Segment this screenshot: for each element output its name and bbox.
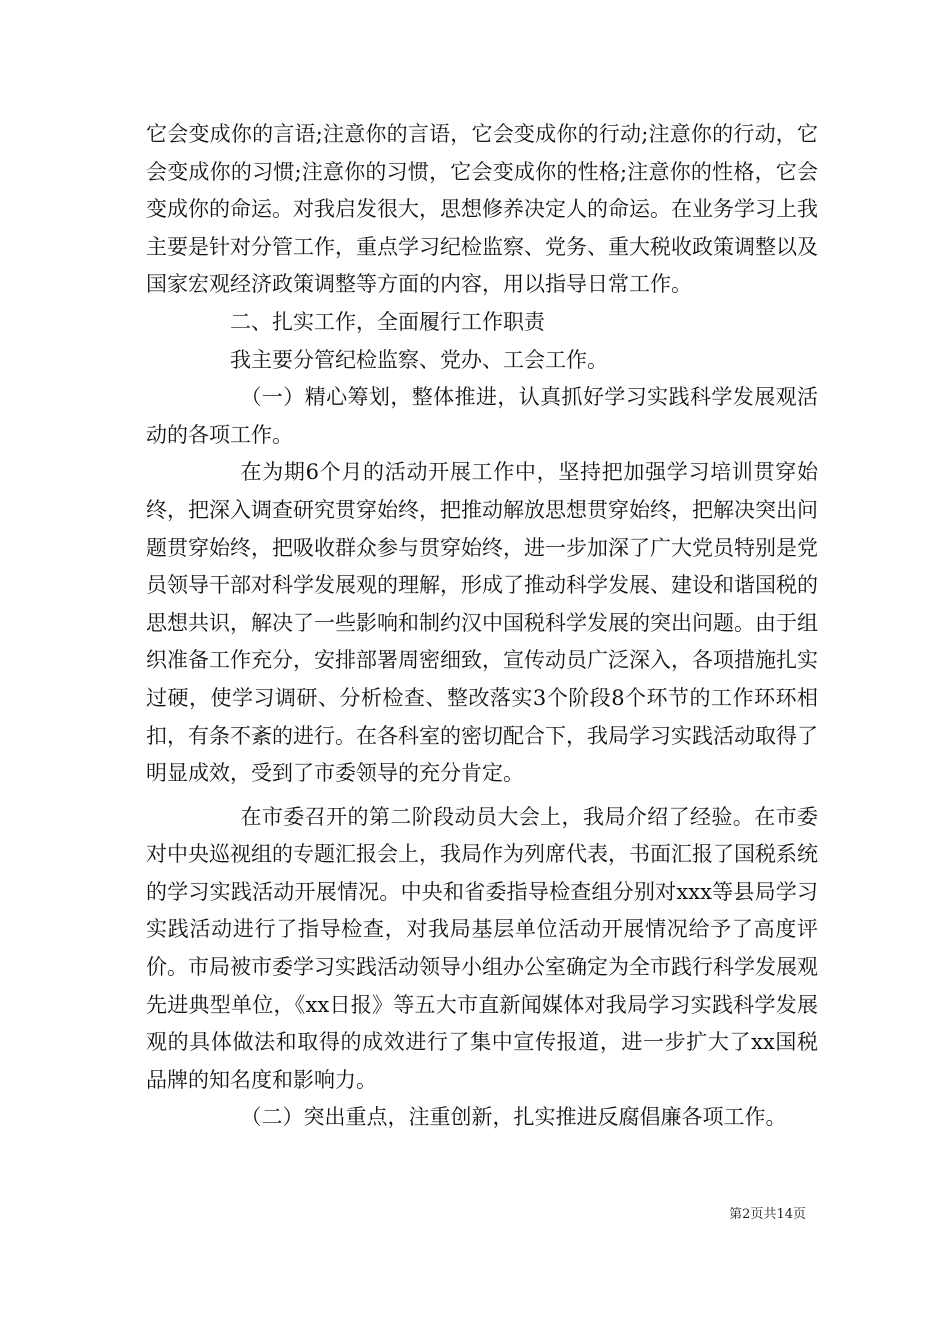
subsection-heading-2: （二）突出重点，注重创新，扎实推进反腐倡廉各项工作。 xyxy=(240,1105,787,1130)
section-heading: 二、扎实工作，全面履行工作职责 xyxy=(230,309,545,334)
paragraph-responsibilities: 我主要分管纪检监察、党办、工会工作。 xyxy=(230,347,608,372)
document-body xyxy=(146,116,818,1137)
page-number-footer: 第2页共14页 xyxy=(729,1207,806,1222)
paragraph-activity: 在为期6个月的活动开展工作中，坚持把加强学习培训贯穿始终，把深入调查研究贯穿始终，把推动解放思想贯穿始终，把解决突出问题贯穿始终，把吸收群众参与贯穿始终，进一步加深了广大党员特别是党员领导干部对科学发展观的理解，形成了推动科学发展、建设和谐国税的思想共识，解决了一些影响和制约汉中国税科学发展的突出问题。由于组织准备工作充分，安排部署周密细致，宣传动员广泛深入，各项措施扎实过硬，使学习调研、分析检查、整改落实3个阶段8个环节的工作环环相扣，有条不紊的进行。在各科室的密切配合下，我局学习实践活动取得了明显成效，受到了市委领导的充分肯定。 xyxy=(146,460,818,786)
subsection-heading-1: （一）精心筹划，整体推进，认真抓好学习实践科学发展观活动的各项工作。 xyxy=(146,385,818,447)
paragraph-continuation: 它会变成你的言语;注意你的言语，它会变成你的行动;注意你的行动，它会变成你的习惯;注意你的习惯，它会变成你的性格;注意你的性格，它会变成你的命运。对我启发很大，思想修养决定人的命运。在业务学习上我主要是针对分管工作，重点学习纪检监察、党务、重大税收政策调整以及国家宏观经济政策调整等方面的内容，用以指导日常工作。 xyxy=(146,122,818,297)
paragraph-results: 在市委召开的第二阶段动员大会上，我局介绍了经验。在市委对中央巡视组的专题汇报会上，我局作为列席代表，书面汇报了国税系统的学习实践活动开展情况。中央和省委指导检查组分别对xxx等县局学习实践活动进行了指导检查，对我局基层单位活动开展情况给予了高度评价。市局被市委学习实践活动领导小组办公室确定为全市践行科学发展观先进典型单位，《xx日报》等五大市直新闻媒体对我局学习实践科学发展观的具体做法和取得的成效进行了集中宣传报道，进一步扩大了xx国税品牌的知名度和影响力。 xyxy=(146,804,818,1092)
